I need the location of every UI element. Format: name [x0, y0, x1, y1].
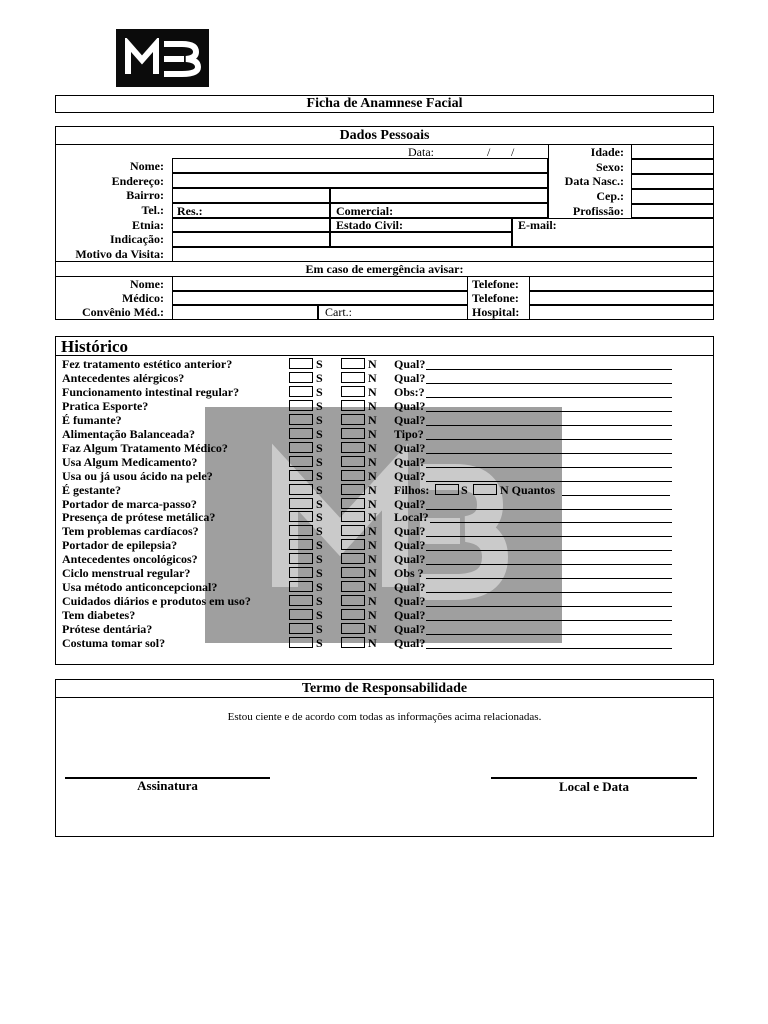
historico-row	[62, 455, 682, 469]
sim-label: S	[316, 385, 323, 399]
historico-question: Antecedentes alérgicos?	[62, 371, 185, 385]
historico-row	[62, 510, 682, 524]
telefone-2-label: Telefone:	[472, 291, 519, 305]
nome-field[interactable]	[172, 158, 548, 173]
nao-label: N	[368, 608, 377, 622]
qual-label: Qual?	[394, 580, 426, 594]
historico-question: Tem problemas cardíacos?	[62, 524, 199, 538]
sim-label: S	[316, 455, 323, 469]
nao-label: N	[368, 385, 377, 399]
historico-question: Faz Algum Tratamento Médico?	[62, 441, 228, 455]
checkbox-nao[interactable]	[341, 553, 365, 564]
sim-label: S	[316, 594, 323, 608]
termo-text: Estou ciente e de acordo com todas as informações acima relacionadas.	[227, 711, 542, 723]
checkbox-sim[interactable]	[289, 386, 313, 397]
historico-row	[62, 371, 682, 385]
estado-civil-label: Estado Civil:	[336, 218, 404, 232]
qual-label: Qual?	[394, 399, 426, 413]
qual-answer-line[interactable]	[426, 606, 672, 607]
quantos-answer-line[interactable]	[562, 495, 670, 496]
nao-label: N	[368, 524, 377, 538]
tel-label: Tel.:	[141, 203, 164, 217]
checkbox-sim[interactable]	[289, 456, 313, 467]
sim-label: S	[316, 622, 323, 636]
sexo-label: Sexo:	[596, 160, 624, 174]
historico-row	[62, 580, 682, 594]
motivo-label: Motivo da Visita:	[75, 247, 164, 261]
qual-answer-line[interactable]	[426, 369, 672, 370]
qual-answer-line[interactable]	[426, 550, 672, 551]
qual-label: Tipo?	[394, 427, 424, 441]
qual-label: Qual?	[394, 538, 426, 552]
qual-answer-line[interactable]	[426, 411, 672, 412]
nao-label: N	[368, 566, 377, 580]
sim-label: S	[316, 580, 323, 594]
bairro-field[interactable]	[172, 188, 330, 203]
checkbox-nao[interactable]	[341, 470, 365, 481]
hospital-label: Hospital:	[472, 305, 520, 319]
motivo-field[interactable]	[172, 247, 714, 262]
qual-answer-line[interactable]	[426, 425, 672, 426]
data-nasc-label: Data Nasc.:	[564, 174, 624, 188]
checkbox-sim[interactable]	[289, 470, 313, 481]
nao-label: N	[368, 510, 377, 524]
qual-answer-line[interactable]	[426, 620, 672, 621]
historico-question: Antecedentes oncológicos?	[62, 552, 198, 566]
bairro-extra-field[interactable]	[330, 188, 548, 203]
qual-label: Qual?	[394, 357, 426, 371]
nome-label: Nome:	[130, 159, 164, 173]
qual-label: Qual?	[394, 455, 426, 469]
nao-label: N	[368, 636, 377, 650]
historico-row	[62, 566, 682, 580]
historico-question: Presença de prótese metálica?	[62, 510, 216, 524]
checkbox-nao[interactable]	[341, 567, 365, 578]
qual-answer-line[interactable]	[430, 522, 672, 523]
idade-label: Idade:	[590, 145, 624, 159]
historico-question: É fumante?	[62, 413, 122, 427]
checkbox-nao[interactable]	[341, 484, 365, 495]
checkbox-sim[interactable]	[289, 637, 313, 648]
qual-answer-line[interactable]	[426, 439, 672, 440]
data-label: Data:	[408, 145, 434, 159]
checkbox-sim[interactable]	[289, 400, 313, 411]
idade-field[interactable]	[631, 144, 714, 159]
historico-question: Portador de marca-passo?	[62, 497, 197, 511]
res-label: Res.:	[177, 204, 203, 218]
qual-answer-line[interactable]	[426, 467, 672, 468]
historico-question: Usa Algum Medicamento?	[62, 455, 198, 469]
cep-label: Cep.:	[596, 189, 624, 203]
sim-label: S	[316, 469, 323, 483]
qual-answer-line[interactable]	[426, 634, 672, 635]
checkbox-sim[interactable]	[289, 484, 313, 495]
mb-logo-icon	[124, 38, 202, 78]
checkbox-sim[interactable]	[289, 609, 313, 620]
historico-row	[62, 413, 682, 427]
historico-row	[62, 427, 682, 441]
nao-label: N	[368, 538, 377, 552]
qual-label: Qual?	[394, 441, 426, 455]
nao-label: N	[368, 497, 377, 511]
filhos-sim-label: S	[461, 483, 468, 497]
sexo-field[interactable]	[631, 159, 714, 174]
nao-label: N	[368, 399, 377, 413]
checkbox-filhos-sim[interactable]	[435, 484, 459, 495]
profissao-label: Profissão:	[572, 204, 624, 218]
sim-label: S	[316, 357, 323, 371]
sim-label: S	[316, 427, 323, 441]
checkbox-sim[interactable]	[289, 581, 313, 592]
checkbox-filhos-nao[interactable]	[473, 484, 497, 495]
dados-pessoais-header: Dados Pessoais	[339, 128, 430, 143]
sim-label: S	[316, 552, 323, 566]
qual-label: Local?	[394, 510, 429, 524]
cep-field[interactable]	[631, 189, 714, 204]
nao-label: N	[368, 594, 377, 608]
sim-label: S	[316, 510, 323, 524]
checkbox-sim[interactable]	[289, 498, 313, 509]
telefone-1-field[interactable]	[529, 276, 714, 291]
historico-row	[62, 483, 682, 497]
checkbox-nao[interactable]	[341, 428, 365, 439]
nao-label: N	[368, 441, 377, 455]
nao-label: N	[368, 357, 377, 371]
historico-question: Fez tratamento estético anterior?	[62, 357, 233, 371]
historico-row	[62, 357, 682, 371]
historico-question: Usa ou já usou ácido na pele?	[62, 469, 213, 483]
historico-question: Alimentação Balanceada?	[62, 427, 195, 441]
data-sep-2: /	[511, 145, 515, 159]
endereco-label: Endereço:	[111, 174, 164, 188]
checkbox-nao[interactable]	[341, 637, 365, 648]
local-data-label: Local e Data	[558, 779, 630, 794]
data-nasc-field[interactable]	[631, 174, 714, 189]
sim-label: S	[316, 524, 323, 538]
qual-answer-line[interactable]	[426, 397, 672, 398]
qual-label: Qual?	[394, 608, 426, 622]
historico-header: Histórico	[61, 337, 129, 356]
checkbox-nao[interactable]	[341, 525, 365, 536]
sim-label: S	[316, 566, 323, 580]
sim-label: S	[316, 636, 323, 650]
sim-label: S	[316, 483, 323, 497]
historico-question: Pratica Esporte?	[62, 399, 149, 413]
nao-label: N	[368, 483, 377, 497]
cart-label: Cart.:	[325, 305, 352, 319]
historico-row	[62, 608, 682, 622]
qual-label: Obs ?	[394, 566, 424, 580]
checkbox-nao[interactable]	[341, 386, 365, 397]
checkbox-nao[interactable]	[341, 539, 365, 550]
sim-label: S	[316, 538, 323, 552]
qual-label: Filhos:	[394, 483, 430, 497]
historico-row	[62, 385, 682, 399]
historico-question: Funcionamento intestinal regular?	[62, 385, 240, 399]
checkbox-nao[interactable]	[341, 442, 365, 453]
qual-label: Qual?	[394, 636, 426, 650]
indicacao-field[interactable]	[172, 232, 330, 247]
checkbox-sim[interactable]	[289, 539, 313, 550]
checkbox-sim[interactable]	[289, 525, 313, 536]
indicacao-extra-field[interactable]	[330, 232, 512, 247]
indicacao-label: Indicação:	[110, 232, 164, 246]
qual-answer-line[interactable]	[426, 592, 672, 593]
telefone-2-field[interactable]	[529, 291, 714, 305]
nao-label: N	[368, 371, 377, 385]
historico-row	[62, 497, 682, 511]
historico-question: Usa método anticoncepcional?	[62, 580, 218, 594]
qual-answer-line[interactable]	[426, 648, 672, 649]
sim-label: S	[316, 413, 323, 427]
qual-label: Qual?	[394, 469, 426, 483]
nao-label: N	[368, 622, 377, 636]
nao-label: N	[368, 455, 377, 469]
qual-label: Qual?	[394, 497, 426, 511]
checkbox-nao[interactable]	[341, 372, 365, 383]
qual-label: Qual?	[394, 524, 426, 538]
historico-row	[62, 469, 682, 483]
qual-label: Obs:?	[394, 385, 425, 399]
emerg-nome-field[interactable]	[172, 276, 468, 291]
qual-answer-line[interactable]	[426, 383, 672, 384]
checkbox-nao[interactable]	[341, 498, 365, 509]
qual-label: Qual?	[394, 622, 426, 636]
checkbox-sim[interactable]	[289, 372, 313, 383]
termo-section	[55, 679, 714, 837]
checkbox-sim[interactable]	[289, 442, 313, 453]
historico-question: Prótese dentária?	[62, 622, 153, 636]
emerg-convenio-field[interactable]	[172, 305, 318, 320]
etnia-field[interactable]	[172, 218, 330, 232]
qual-label: Qual?	[394, 413, 426, 427]
data-sep-1: /	[487, 145, 491, 159]
sim-label: S	[316, 399, 323, 413]
historico-question: Costuma tomar sol?	[62, 636, 166, 650]
checkbox-sim[interactable]	[289, 567, 313, 578]
termo-header: Termo de Responsabilidade	[301, 681, 468, 696]
nao-label: N	[368, 552, 377, 566]
nao-label: N	[368, 413, 377, 427]
sim-label: S	[316, 371, 323, 385]
nao-label: N	[368, 469, 377, 483]
historico-row	[62, 552, 682, 566]
emerg-medico-field[interactable]	[172, 291, 468, 305]
checkbox-nao[interactable]	[341, 456, 365, 467]
hospital-field[interactable]	[529, 305, 714, 320]
qual-label: Qual?	[394, 594, 426, 608]
emerg-convenio-label: Convênio Méd.:	[82, 305, 164, 319]
historico-row	[62, 441, 682, 455]
nao-label: N	[368, 580, 377, 594]
qual-label: Qual?	[394, 371, 426, 385]
qual-answer-line[interactable]	[426, 578, 672, 579]
checkbox-sim[interactable]	[289, 358, 313, 369]
qual-label: Qual?	[394, 552, 426, 566]
filhos-nao-quantos-label: N Quantos	[500, 483, 556, 497]
historico-question: Tem diabetes?	[62, 608, 136, 622]
nao-label: N	[368, 427, 377, 441]
checkbox-nao[interactable]	[341, 414, 365, 425]
historico-row	[62, 524, 682, 538]
qual-answer-line[interactable]	[426, 536, 672, 537]
checkbox-sim[interactable]	[289, 428, 313, 439]
checkbox-sim[interactable]	[289, 595, 313, 606]
company-logo	[116, 29, 209, 87]
historico-row	[62, 636, 682, 650]
qual-answer-line[interactable]	[426, 481, 672, 482]
historico-question: Cuidados diários e produtos em uso?	[62, 594, 251, 608]
historico-row	[62, 594, 682, 608]
etnia-label: Etnia:	[131, 218, 164, 232]
historico-row	[62, 622, 682, 636]
checkbox-nao[interactable]	[341, 581, 365, 592]
profissao-field[interactable]	[631, 204, 714, 218]
checkbox-sim[interactable]	[289, 623, 313, 634]
historico-question: Portador de epilepsia?	[62, 538, 178, 552]
sim-label: S	[316, 608, 323, 622]
historico-row	[62, 399, 682, 413]
checkbox-nao[interactable]	[341, 358, 365, 369]
form-title: Ficha de Anamnese Facial	[306, 96, 463, 111]
sim-label: S	[316, 441, 323, 455]
checkbox-nao[interactable]	[341, 623, 365, 634]
checkbox-sim[interactable]	[289, 553, 313, 564]
historico-question: É gestante?	[62, 483, 121, 497]
email-label: E-mail:	[518, 218, 557, 232]
historico-question: Ciclo menstrual regular?	[62, 566, 191, 580]
historico-row	[62, 538, 682, 552]
assinatura-label: Assinatura	[137, 778, 198, 793]
checkbox-sim[interactable]	[289, 414, 313, 425]
checkbox-nao[interactable]	[341, 595, 365, 606]
endereco-field[interactable]	[172, 173, 548, 188]
telefone-1-label: Telefone:	[472, 277, 519, 291]
qual-answer-line[interactable]	[426, 564, 672, 565]
checkbox-sim[interactable]	[289, 511, 313, 522]
bairro-label: Bairro:	[126, 188, 164, 202]
emergencia-header: Em caso de emergência avisar:	[305, 262, 464, 276]
checkbox-nao[interactable]	[341, 609, 365, 620]
emerg-medico-label: Médico:	[122, 291, 164, 305]
checkbox-nao[interactable]	[341, 511, 365, 522]
sim-label: S	[316, 497, 323, 511]
qual-answer-line[interactable]	[426, 453, 672, 454]
comercial-label: Comercial:	[336, 204, 394, 218]
emerg-nome-label: Nome:	[130, 277, 164, 291]
checkbox-nao[interactable]	[341, 400, 365, 411]
